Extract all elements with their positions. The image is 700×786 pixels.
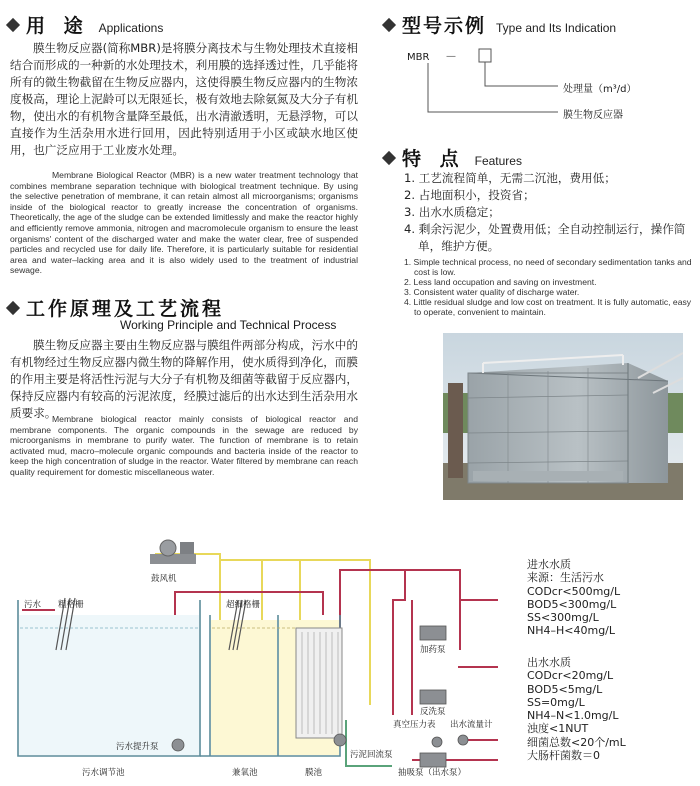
capacity-box bbox=[479, 49, 491, 62]
feature-en-item: 1. Simple technical process, no need of secondary sedimentation tanks and cost is low. bbox=[404, 257, 692, 277]
label-anoxic-tank: 兼氧池 bbox=[232, 768, 258, 778]
label-coarse-screen: 粗格栅 bbox=[58, 600, 84, 610]
label-vacuum-gauge: 真空压力表 bbox=[393, 720, 436, 730]
features-list-cn bbox=[404, 170, 690, 255]
diamond-bullet-icon bbox=[382, 18, 396, 32]
principle-text-en: Membrane biological reactor mainly consists of biological reactor and membrane components. The organic compounds in the sewage are reduced by microorganisms in membrane to purify water. The function of membrane is to retain activated mud, macro–molecule organic compounds and bacteria inside of the reactor to keep the high concentration of sludge in the reactor. Water filtered by membrane can reach quality requirement for domestic miscellaneous water. bbox=[10, 414, 358, 477]
outlet-quality-item: 细菌总数<20个/mL bbox=[527, 735, 626, 749]
inlet-quality-item: 来源：生活污水 bbox=[527, 571, 604, 585]
label-suction-pump: 抽吸泵（出水泵） bbox=[398, 768, 467, 778]
dosing-pump-icon bbox=[420, 626, 446, 640]
diamond-bullet-icon bbox=[6, 18, 20, 32]
inlet-quality-title: 进水水质 bbox=[527, 558, 571, 571]
feature-cn-item: 4. 剩余污泥少，处置费用低；全自动控制运行，操作简单，维护方便。 bbox=[404, 222, 686, 253]
capacity-leader-line bbox=[485, 62, 558, 86]
label-membrane-tank: 膜池 bbox=[305, 768, 323, 778]
applications-title-en: Applications bbox=[98, 21, 164, 35]
label-ultra-fine-screen: 超细格栅 bbox=[226, 600, 261, 610]
principle-text-cn: 膜生物反应器主要由生物反应器与膜组件两部分构成，污水中的有机物经过生物反应器内微生物的降解作用，使水质得到净化，而膜的作用主要是将活性污泥与大分子有机物及细菌等截留于反应器内，保持反应器内有较高的污泥浓度，经膜过滤后的出水达到生活杂用水质要求。 bbox=[10, 338, 358, 420]
feature-en-item: 3. Consistent water quality of discharge water. bbox=[404, 287, 580, 297]
feature-cn-item: 3. 出水水质稳定； bbox=[404, 205, 500, 219]
anoxic-tank-water bbox=[211, 620, 277, 755]
mbr-equipment-photo bbox=[443, 333, 683, 500]
label-regulating-tank: 污水调节池 bbox=[82, 768, 125, 778]
flow-meter-icon bbox=[458, 735, 468, 745]
sludge-pump-icon bbox=[334, 734, 346, 746]
suction-pump-icon bbox=[420, 753, 446, 767]
label-lift-pump: 污水提升泵 bbox=[116, 742, 159, 752]
inlet-quality-item: CODcr<500mg/L bbox=[527, 584, 621, 598]
features-list-en bbox=[404, 257, 694, 317]
regulating-tank-water bbox=[19, 615, 199, 755]
type-heading bbox=[384, 11, 616, 38]
outlet-quality-item: 浊度<1NUT bbox=[527, 722, 589, 736]
model-prefix: MBR bbox=[407, 52, 430, 63]
inlet-quality-item: NH4–H<40mg/L bbox=[527, 624, 616, 638]
feature-en-item: 2. Less land occupation and saving on investment. bbox=[404, 277, 597, 287]
outlet-quality-item: NH4–N<1.0mg/L bbox=[527, 709, 619, 723]
model-dash: — bbox=[446, 51, 456, 62]
inlet-quality bbox=[527, 558, 620, 638]
type-title-en: Type and Its Indication bbox=[496, 21, 617, 35]
diamond-bullet-icon bbox=[6, 301, 20, 315]
label-sludge-pump: 污泥回流泵 bbox=[350, 750, 393, 760]
features-heading bbox=[384, 144, 522, 171]
reactor-label: 膜生物反应器 bbox=[563, 110, 623, 121]
feature-cn-item: 2. 占地面积小，投资省； bbox=[404, 188, 535, 202]
feature-en-item: 4. Little residual sludge and low cost on treatment. It is fully automatic, easy to operate, convenient to maintain. bbox=[404, 297, 692, 317]
label-flow-meter: 出水流量计 bbox=[450, 720, 493, 730]
applications-text-en: Membrane Biological Reactor (MBR) is a new water treatment technology that combines membrane separation technique with biological treatment technique. By using the selective penetration of membrane, it can retain almost all microorganisms; organisms inside of the biological reactor to greatly increase the concentration of organisms. Theoretically, the age of the sludge can be extended limitlessly and make the reactor highly and efficiently remove ammonia, nitrogen and macromolecule organism to ensure the least organisms' content of the discharged water and make the water clear, free of suspended particles and recycled use for daily life. Therefore, it is particularly suitable for residential area and water–lacking area and it is also widely used to the treatment of industrial sewage. bbox=[10, 170, 358, 276]
outlet-quality-item: 大肠杆菌数＝0 bbox=[527, 749, 600, 763]
vacuum-gauge-icon bbox=[432, 737, 442, 747]
features-title-cn: 特 点 bbox=[402, 148, 465, 170]
label-dosing-pump: 加药泵 bbox=[420, 645, 446, 655]
features-title-en: Features bbox=[474, 154, 522, 168]
blower-icon bbox=[150, 540, 196, 564]
type-indication-diagram bbox=[400, 40, 700, 120]
outlet-quality-item: CODcr<20mg/L bbox=[527, 669, 614, 683]
label-backwash-pump: 反洗泵 bbox=[420, 707, 446, 717]
outlet-quality bbox=[527, 656, 626, 762]
feature-cn-item: 1. 工艺流程简单，无需二沉池，费用低； bbox=[404, 171, 616, 185]
label-sewage: 污水 bbox=[24, 600, 42, 610]
principle-title-cn: 工作原理及工艺流程 bbox=[26, 298, 225, 320]
outlet-quality-item: SS=0mg/L bbox=[527, 695, 585, 709]
label-blower: 鼓风机 bbox=[151, 574, 177, 584]
inlet-quality-item: SS<300mg/L bbox=[527, 611, 599, 625]
backwash-pump-icon bbox=[420, 690, 446, 704]
diamond-bullet-icon bbox=[382, 151, 396, 165]
inlet-quality-item: BOD5<300mg/L bbox=[527, 597, 617, 611]
applications-text-cn: 膜生物反应器(简称MBR)是将膜分离技术与生物处理技术直接相结合而形成的一种新的水处理技术，利用膜的选择透过性，几乎能将所有的微生物截留在生物反应器内，这使得膜生物反应器内的生物浓度极高，理论上泥龄可以无限延长，极有效地去除氨氮及大分子有机物，使出水的有机物含量降至最低，出水清澈透明，无悬浮物，可以直接作为生活杂用水进行回用，因此特别适用于小区或缺水地区使用，也广泛应用于工业废水处理。 bbox=[10, 41, 358, 157]
membrane-module bbox=[296, 628, 342, 738]
applications-heading bbox=[8, 11, 163, 38]
capacity-label: 处理量（m³/d） bbox=[563, 84, 637, 95]
principle-heading bbox=[8, 294, 224, 321]
applications-title-cn: 用 途 bbox=[26, 15, 89, 37]
outlet-quality-item: BOD5<5mg/L bbox=[527, 682, 603, 696]
outlet-quality-title: 出水水质 bbox=[527, 656, 571, 669]
type-title-cn: 型号示例 bbox=[402, 15, 487, 37]
lift-pump-icon bbox=[172, 739, 184, 751]
reactor-leader-line bbox=[428, 63, 558, 112]
principle-title-en: Working Principle and Technical Process bbox=[120, 318, 337, 332]
